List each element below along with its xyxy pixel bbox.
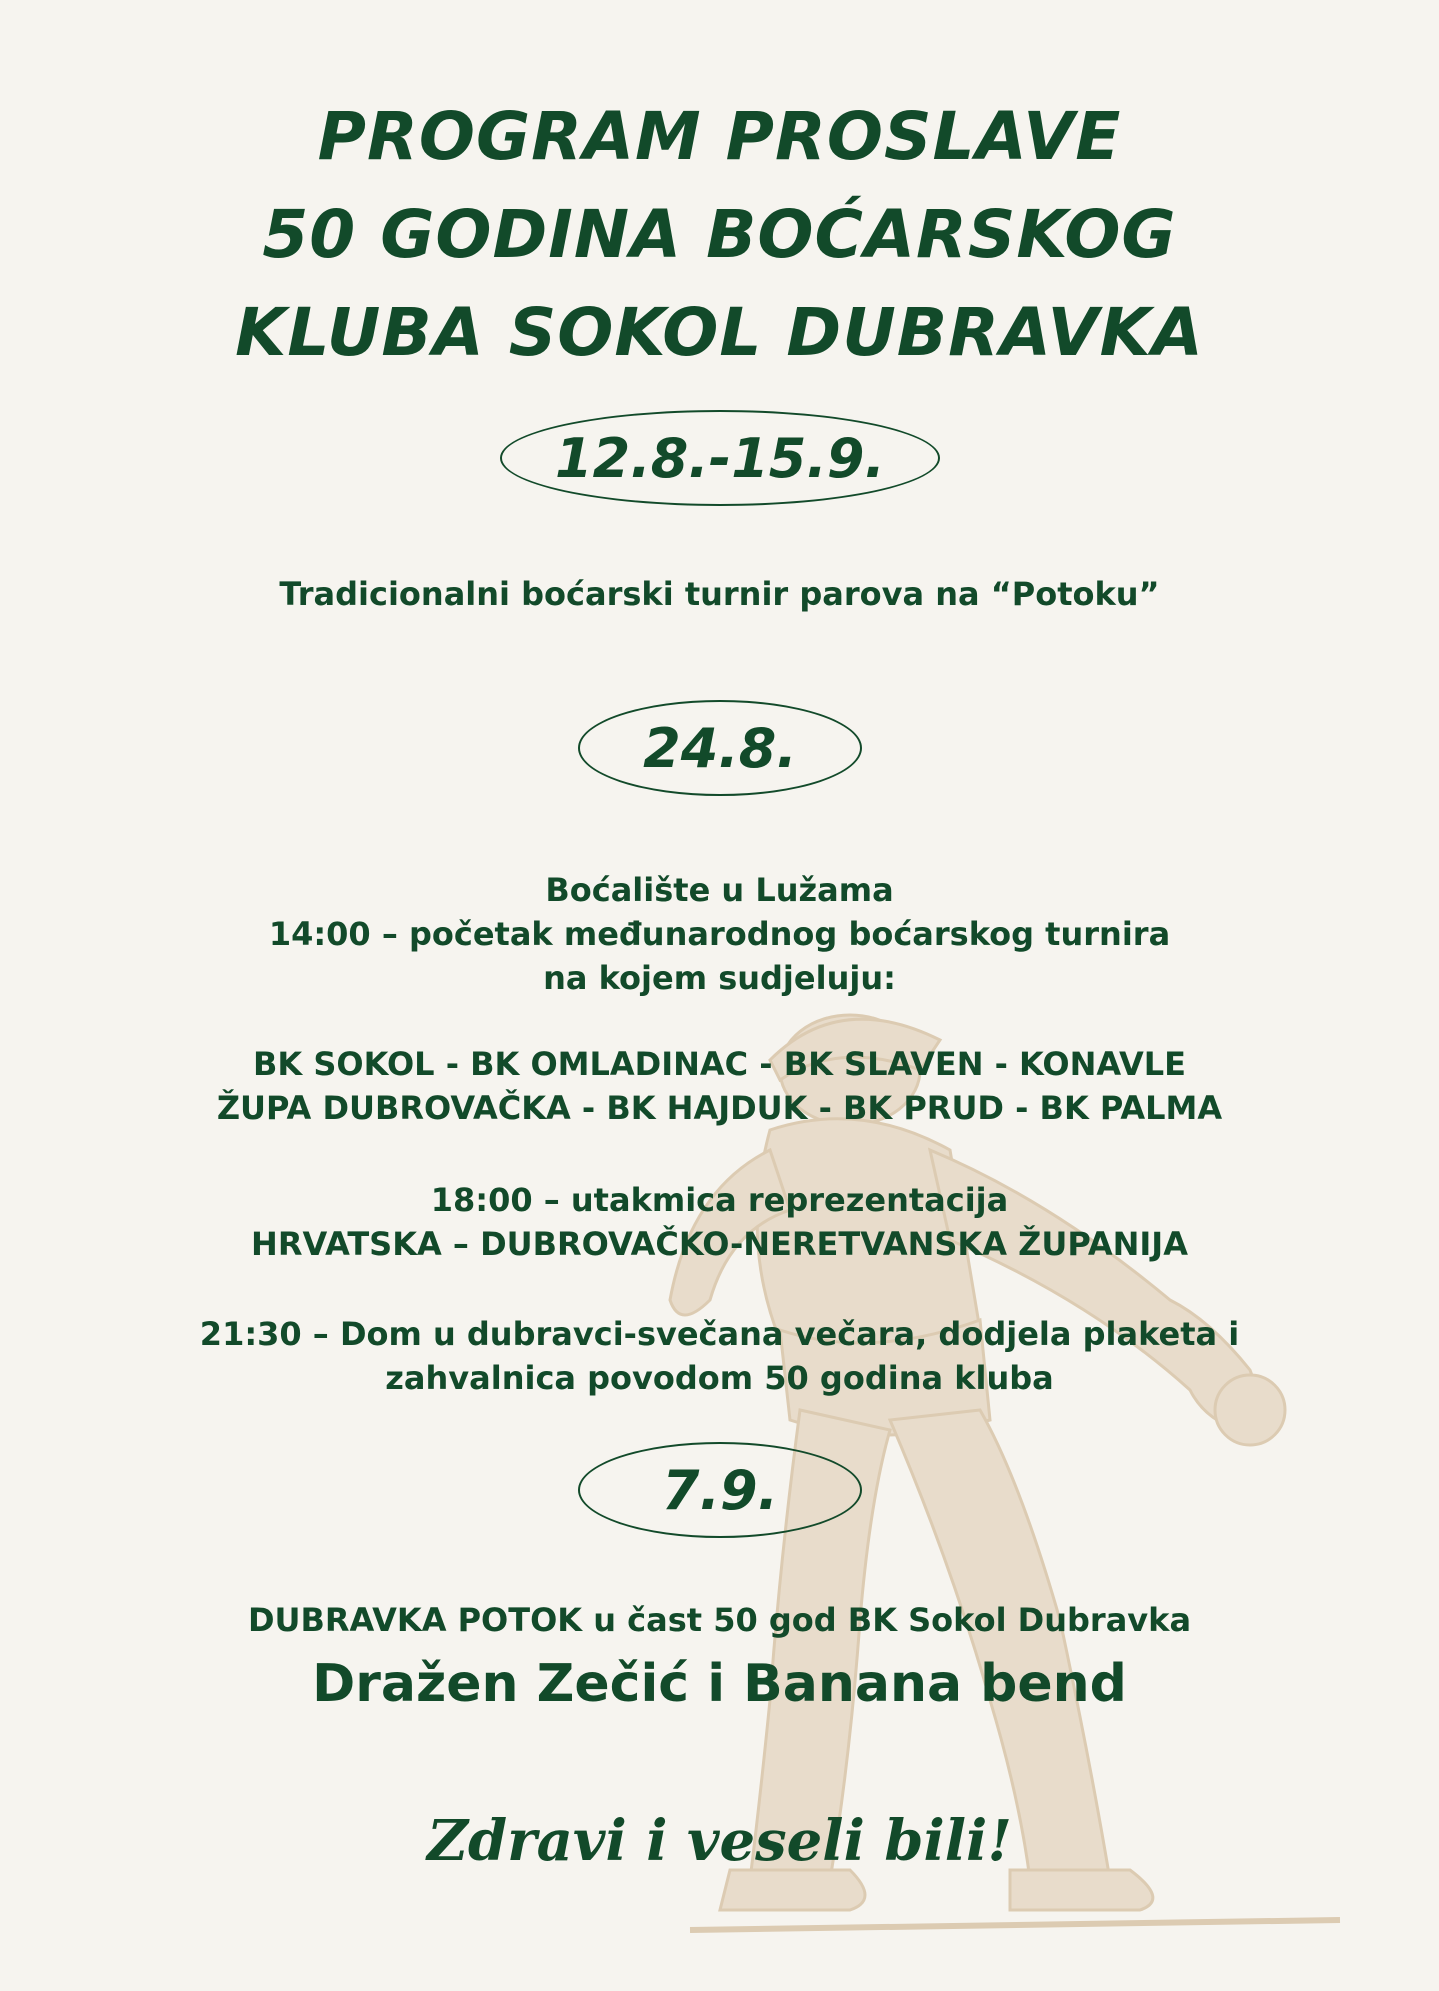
tournament-pairs-text: Tradicionalni boćarski turnir parova na “Potoku” xyxy=(279,575,1160,613)
title-line-3: KLUBA SOKOL DUBRAVKA xyxy=(235,294,1204,371)
teams-block xyxy=(0,1042,1439,1130)
poster-title xyxy=(0,88,1439,382)
dinner-block xyxy=(0,1312,1439,1400)
participants-intro-text: na kojem sudjeluju: xyxy=(543,959,896,997)
international-tournament-block xyxy=(0,868,1439,1000)
date-badge-3: 7.9. xyxy=(578,1442,862,1538)
performer-text: Dražen Zečić i Banana bend xyxy=(312,1654,1127,1714)
title-line-1: PROGRAM PROSLAVE xyxy=(317,98,1122,175)
tournament-start-text: 14:00 – početak međunarodnog boćarskog turnira xyxy=(268,915,1171,953)
concert-event-text: DUBRAVKA POTOK u čast 50 god BK Sokol Dubravka xyxy=(247,1601,1192,1639)
dinner-line-1: 21:30 – Dom u dubravci-svečana večara, dodjela plaketa i xyxy=(199,1315,1240,1353)
date-badge-2: 24.8. xyxy=(578,700,862,796)
dinner-line-2: zahvalnica povodom 50 godina kluba xyxy=(385,1359,1054,1397)
match-time-text: 18:00 – utakmica reprezentacija xyxy=(430,1181,1009,1219)
date-badge-1: 12.8.-15.9. xyxy=(500,410,940,506)
teams-line-2: ŽUPA DUBROVAČKA - BK HAJDUK - BK PRUD - BK PALMA xyxy=(216,1089,1223,1127)
teams-line-1: BK SOKOL - BK OMLADINAC - BK SLAVEN - KONAVLE xyxy=(253,1045,1186,1083)
title-line-2: 50 GODINA BOĆARSKOG xyxy=(262,196,1177,273)
venue-text: Boćalište u Lužama xyxy=(545,871,894,909)
match-teams-text: HRVATSKA – DUBROVAČKO-NERETVANSKA ŽUPANIJA xyxy=(251,1225,1188,1263)
match-block xyxy=(0,1178,1439,1266)
slogan-text: Zdravi i veseli bili! xyxy=(427,1808,1012,1874)
